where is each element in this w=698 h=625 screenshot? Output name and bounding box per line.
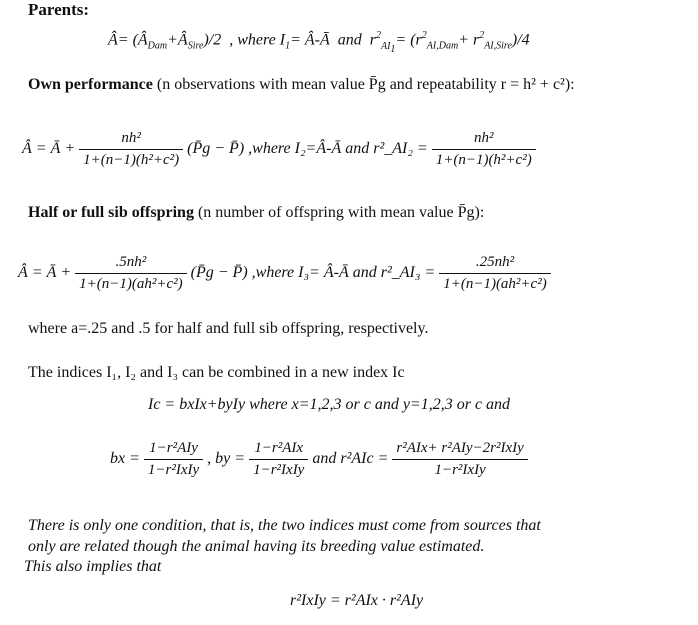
note-line-1: There is only one condition, that is, the two indices must come from sources that xyxy=(28,517,541,534)
own-mid: (P̄g − P̄) ,where I₂=Â-Ā and r²_AI₂ = xyxy=(187,140,428,158)
own-heading-rest: (n observations with mean value P̄g and repeatability r = h² + c²): xyxy=(156,76,575,93)
final-equation: r²IxIy = r²AIx · r²AIy xyxy=(290,592,424,609)
bx-num: 1−r²AIy xyxy=(144,440,203,460)
own-heading-bold: Own performance xyxy=(28,76,153,93)
by-lhs: , by = xyxy=(207,450,246,468)
bx-lhs: bx = xyxy=(110,450,140,468)
combine-text: The indices I₁, I₂ and I₃ can be combined in a new index Ic xyxy=(28,364,405,381)
own-r-num: nh² xyxy=(432,130,536,150)
by-den: 1−r²IxIy xyxy=(253,462,305,478)
r-aic-fraction xyxy=(392,440,527,479)
parents-heading: Parents: xyxy=(28,0,90,19)
sib-mid: (P̄g − P̄) ,where I₃= Â-Ā and r²_AI₃ = xyxy=(190,264,436,282)
sib-r-den: 1+(n−1)(ah²+c²) xyxy=(443,276,547,292)
sib-heading-bold: Half or full sib offspring xyxy=(28,204,194,221)
weights-equation xyxy=(110,440,528,479)
r-aic-num: r²AIx+ r²AIy−2r²IxIy xyxy=(392,440,527,460)
note-line-3: This also implies that xyxy=(24,558,162,575)
sib-offspring-heading xyxy=(28,204,484,222)
bx-den: 1−r²IxIy xyxy=(147,462,200,478)
sib-r-fraction xyxy=(439,254,551,293)
r-aic-den: 1−r²IxIy xyxy=(434,462,486,478)
sib-fraction xyxy=(75,254,187,293)
index-equation: Ic = bxIx+byIy where x=1,2,3 or c and y=1,2,3 or c and xyxy=(148,396,511,413)
parents-equation: Â= $(Â_{Dam}+Â_{Sire})/2$ , where $I_1=$ Â-Ā and $r^2_{AI_1}= (r^2_{AI,Dam}+ r^2_{AI,Sire})/4$ xyxy=(108,30,530,55)
sib-lhs: Â = Ā + xyxy=(18,264,72,282)
sib-offspring-equation xyxy=(18,254,551,293)
sib-r-num: .25nh² xyxy=(439,254,551,274)
own-performance-heading xyxy=(28,76,575,94)
bx-fraction xyxy=(144,440,203,479)
own-r-den: 1+(n−1)(h²+c²) xyxy=(435,152,532,168)
own-fraction-num: nh² xyxy=(79,130,183,150)
and-r-label: and r²AIc = xyxy=(312,450,389,468)
where-a-text: where a=.25 and .5 for half and full sib offspring, respectively. xyxy=(28,320,429,337)
sib-heading-rest: (n number of offspring with mean value P̄g): xyxy=(197,204,485,221)
own-performance-equation xyxy=(22,130,536,169)
own-lhs: Â = Ā + xyxy=(22,140,76,158)
own-r-fraction xyxy=(432,130,536,169)
sib-fraction-num: .5nh² xyxy=(75,254,187,274)
own-fraction-den: 1+(n−1)(h²+c²) xyxy=(83,152,180,168)
by-fraction xyxy=(249,440,308,479)
note-line-2: only are related though the animal having its breeding value estimated. xyxy=(28,538,485,555)
sib-fraction-den: 1+(n−1)(ah²+c²) xyxy=(79,276,183,292)
by-num: 1−r²AIx xyxy=(249,440,308,460)
own-fraction xyxy=(79,130,183,169)
